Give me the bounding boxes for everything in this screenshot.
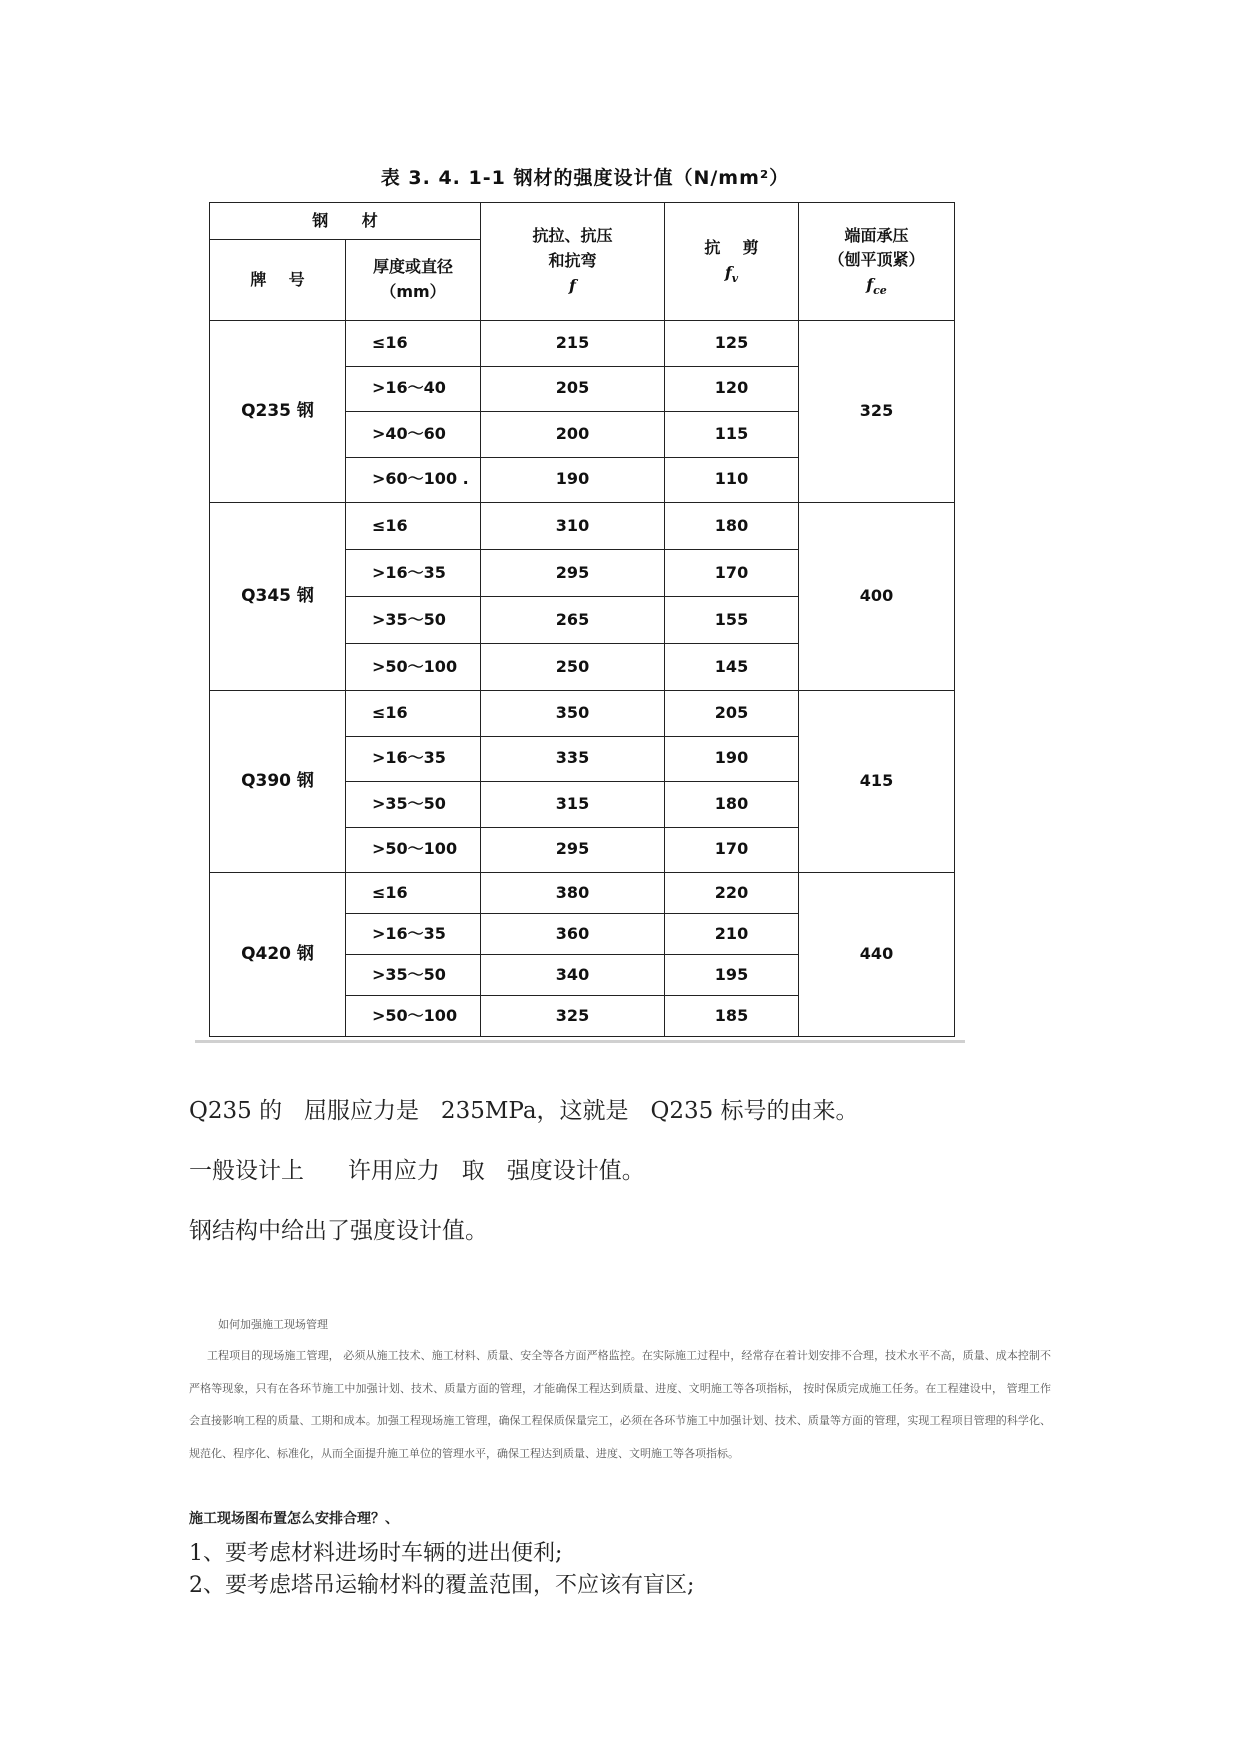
layout-heading: 施工现场图布置怎么安排合理？、 bbox=[189, 1511, 399, 1527]
tension-value-cell: 265 bbox=[481, 597, 665, 644]
thickness-cell: ≤16 bbox=[346, 503, 481, 550]
tension-value-cell: 325 bbox=[481, 996, 665, 1037]
tension-value-cell: 295 bbox=[481, 550, 665, 597]
header-shear-label: 抗 剪 bbox=[704, 237, 759, 257]
shear-value-cell: 195 bbox=[665, 955, 799, 996]
grade-cell: Q390 钢 bbox=[210, 691, 346, 873]
tension-value-cell: 340 bbox=[481, 955, 665, 996]
shear-value-cell: 205 bbox=[665, 691, 799, 737]
bearing-value-cell: 325 bbox=[799, 321, 955, 503]
shear-value-cell: 220 bbox=[665, 873, 799, 914]
grade-cell: Q235 钢 bbox=[210, 321, 346, 503]
header-bearing-symbol: $f_{ce}$ bbox=[866, 275, 887, 298]
shear-value-cell: 115 bbox=[665, 412, 799, 458]
header-grade: 牌 号 bbox=[210, 240, 346, 321]
tension-value-cell: 215 bbox=[481, 321, 665, 367]
thickness-cell: >50～100 bbox=[346, 827, 481, 873]
header-bearing bbox=[799, 203, 955, 321]
thickness-cell: ≤16 bbox=[346, 691, 481, 737]
tension-value-cell: 335 bbox=[481, 736, 665, 782]
header-tension-line2: 和抗弯 bbox=[548, 251, 597, 271]
shear-value-cell: 170 bbox=[665, 827, 799, 873]
shear-value-cell: 170 bbox=[665, 550, 799, 597]
bearing-value-cell: 440 bbox=[799, 873, 955, 1037]
tension-value-cell: 310 bbox=[481, 503, 665, 550]
header-tension-symbol: f bbox=[569, 275, 576, 295]
article-body: 工程项目的现场施工管理， 必须从施工技术、施工材料、质量、安全等各方面严格监控。在实际施工过程中，经常存在着计划安排不合理，技术水平不高，质量、成本控制不严格等现象，只有在各环节施工中加强计划、技术、质量方面的管理，才能确保工程达到质量、进度、文明施工等各项指标， 按时保质完成施工任务。在工程建设中， 管理工作会直接影响工程的质量、工期和成本。加强工程现场施工管理，确保工程保质保量完工，必须在各环节施工中加强计划、技术、质量等方面的管理，实现工程项目管理的科学化、规范化、程序化、标准化，从而全面提升施工单位的管理水平，确保工程达到质量、进度、文明施工等各项指标。 bbox=[189, 1349, 1051, 1460]
thickness-cell: >35～50 bbox=[346, 597, 481, 644]
tension-value-cell: 315 bbox=[481, 782, 665, 828]
table-row bbox=[210, 321, 955, 367]
thickness-cell: ≤16 bbox=[346, 873, 481, 914]
tension-value-cell: 205 bbox=[481, 366, 665, 412]
shear-value-cell: 180 bbox=[665, 503, 799, 550]
header-thickness-label: 厚度或直径 bbox=[372, 257, 453, 277]
header-thickness-unit: （mm） bbox=[380, 282, 446, 301]
table-row bbox=[210, 873, 955, 914]
table-row bbox=[210, 503, 955, 550]
shear-value-cell: 210 bbox=[665, 914, 799, 955]
steel-strength-table bbox=[209, 202, 955, 1037]
header-bearing-line1: 端面承压 bbox=[844, 225, 909, 245]
bearing-value-cell: 415 bbox=[799, 691, 955, 873]
header-bearing-line2: （刨平顶紧） bbox=[828, 250, 925, 270]
thickness-cell: ≤16 bbox=[346, 321, 481, 367]
thickness-cell: >50～100 bbox=[346, 644, 481, 691]
thickness-cell: >35～50 bbox=[346, 955, 481, 996]
list-item: 2、要考虑塔吊运输材料的覆盖范围，不应该有盲区; bbox=[189, 1573, 695, 1598]
shear-value-cell: 125 bbox=[665, 321, 799, 367]
shear-value-cell: 190 bbox=[665, 736, 799, 782]
note-line-2: 一般设计上 许用应力 取 强度设计值。 bbox=[189, 1158, 645, 1184]
shear-value-cell: 180 bbox=[665, 782, 799, 828]
tension-value-cell: 350 bbox=[481, 691, 665, 737]
thickness-cell: >50～100 bbox=[346, 996, 481, 1037]
shear-value-cell: 120 bbox=[665, 366, 799, 412]
shear-value-cell: 155 bbox=[665, 597, 799, 644]
thickness-cell: >40～60 bbox=[346, 412, 481, 458]
tension-value-cell: 190 bbox=[481, 457, 665, 503]
table-title: 表 3. 4. 1-1 钢材的强度设计值（N/mm²） bbox=[380, 167, 790, 189]
grade-cell: Q345 钢 bbox=[210, 503, 346, 691]
note-line-3: 钢结构中给出了强度设计值。 bbox=[189, 1218, 488, 1244]
header-steel: 钢 材 bbox=[210, 203, 481, 240]
thickness-cell: >16～35 bbox=[346, 550, 481, 597]
thickness-cell: >16～35 bbox=[346, 736, 481, 782]
shear-value-cell: 145 bbox=[665, 644, 799, 691]
grade-cell: Q420 钢 bbox=[210, 873, 346, 1037]
thickness-cell: >35～50 bbox=[346, 782, 481, 828]
thickness-cell: >60～100 . bbox=[346, 457, 481, 503]
tension-value-cell: 360 bbox=[481, 914, 665, 955]
tension-value-cell: 295 bbox=[481, 827, 665, 873]
tension-value-cell: 250 bbox=[481, 644, 665, 691]
shear-value-cell: 185 bbox=[665, 996, 799, 1037]
thickness-cell: >16～35 bbox=[346, 914, 481, 955]
thickness-cell: >16～40 bbox=[346, 366, 481, 412]
header-shear-symbol: $f_v$ bbox=[724, 262, 739, 285]
list-item: 1、要考虑材料进场时车辆的进出便利; bbox=[189, 1541, 563, 1566]
scan-edge-line bbox=[195, 1040, 965, 1043]
header-shear bbox=[665, 203, 799, 321]
header-tension bbox=[481, 203, 665, 321]
bearing-value-cell: 400 bbox=[799, 503, 955, 691]
tension-value-cell: 200 bbox=[481, 412, 665, 458]
article-title: 如何加强施工现场管理 bbox=[218, 1318, 328, 1331]
tension-value-cell: 380 bbox=[481, 873, 665, 914]
shear-value-cell: 110 bbox=[665, 457, 799, 503]
header-tension-line1: 抗拉、抗压 bbox=[532, 226, 613, 246]
header-thickness bbox=[346, 240, 481, 321]
table-row bbox=[210, 691, 955, 737]
note-line-1: Q235 的 屈服应力是 235MPa，这就是 Q235 标号的由来。 bbox=[189, 1098, 859, 1124]
